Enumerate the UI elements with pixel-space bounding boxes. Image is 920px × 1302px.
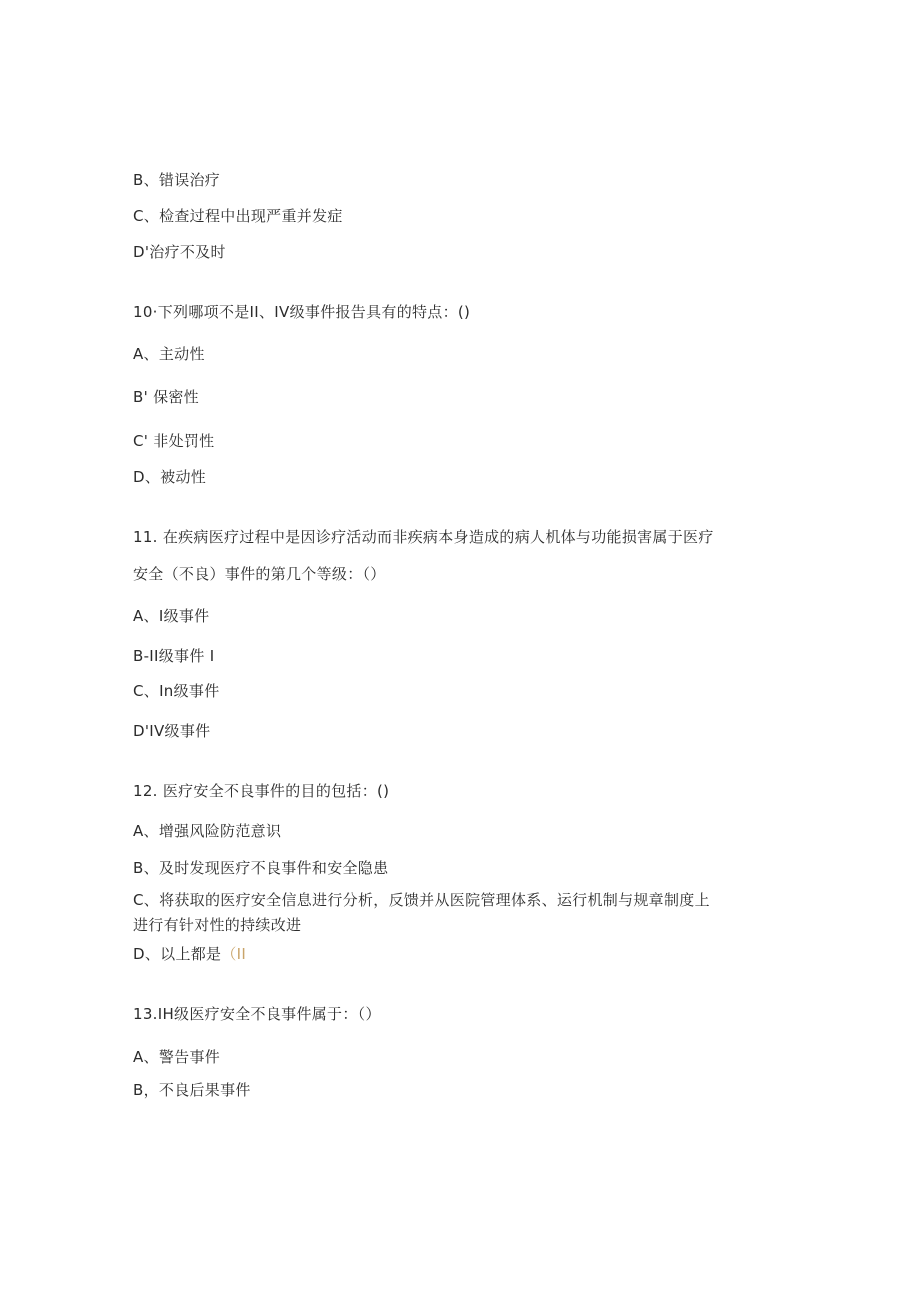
q12-option-c-line2: 进行有针对性的持续改进 — [133, 916, 302, 934]
q10-option-d: D、被动性 — [133, 468, 207, 486]
q13-option-a: A、警告事件 — [133, 1048, 221, 1066]
q9-option-b: B、错误治疗 — [133, 171, 221, 189]
q11-question-line2: 安全（不良）事件的第几个等级：（） — [133, 565, 386, 583]
q12-option-c-line1: C、将获取的医疗安全信息进行分析，反馈并从医院管理体系、运行机制与规章制度上 — [133, 891, 710, 909]
q10-option-b: B' 保密性 — [133, 388, 199, 406]
q10-question: 10·下列哪项不是II、IV级事件报告具有的特点：() — [133, 303, 471, 321]
q11-option-d: D'IV级事件 — [133, 722, 211, 740]
q13-option-b: B，不良后果事件 — [133, 1081, 251, 1099]
q12-option-d-mark: （II — [221, 945, 247, 963]
q12-option-d — [133, 944, 246, 964]
q12-option-d-text: D、以上都是 — [133, 945, 222, 963]
q12-option-a: A、增强风险防范意识 — [133, 822, 282, 840]
q11-option-c: C、In级事件 — [133, 682, 220, 700]
q10-option-c: C' 非处罚性 — [133, 432, 215, 450]
q13-question: 13.IH级医疗安全不良事件属于：（） — [133, 1005, 381, 1023]
q11-option-a: A、I级事件 — [133, 607, 210, 625]
q12-option-b: B、及时发现医疗不良事件和安全隐患 — [133, 859, 389, 877]
q9-option-d: D'治疗不及时 — [133, 243, 226, 261]
q9-option-c: C、检查过程中出现严重并发症 — [133, 207, 343, 225]
q11-question-line1: 11. 在疾病医疗过程中是因诊疗活动而非疾病本身造成的病人机体与功能损害属于医疗 — [133, 528, 714, 546]
q12-question: 12. 医疗安全不良事件的目的包括：() — [133, 782, 390, 800]
q11-option-b: B-II级事件 I — [133, 647, 215, 665]
q10-option-a: A、主动性 — [133, 345, 205, 363]
